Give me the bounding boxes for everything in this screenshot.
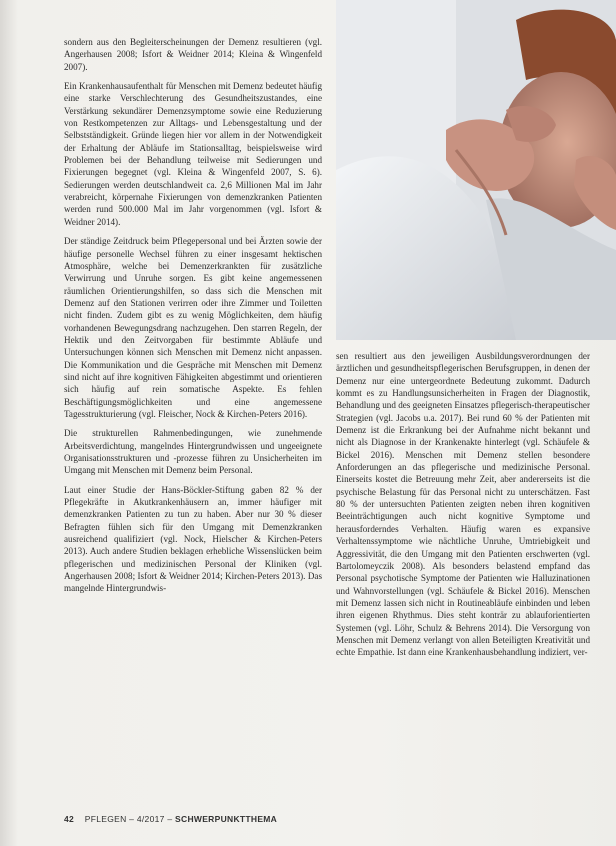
- paragraph: sen resultiert aus den jeweiligen Ausbildungsverordnungen der ärztlichen und gesundheitspflegerischen Berufsgruppen, in denen der Demenz nur eine untergeordnete Bedeutung zukommt. Dadurch kommt es zu Handlungsunsicherheiten in Fragen der Diagnostik, Behandlung und des geeigneten Einsatzes pflegerisch-therapeutischer Strategien (vgl. Jacobs u.a. 2017). Bei rund 60 % der Patienten mit Demenz ist die Erkrankung bei der Aufnahme nicht bekannt und nicht als Diagnose in der Krankenakte hinterlegt (vgl. Schäufele & Bickel 2016). Menschen mit Demenz stellen besondere Anforderungen an das pflegerische und medizinische Personal. Einerseits kostet die Betreuung mehr Zeit, aber andererseits ist die psychische Belastung für das Personal nicht zu unterschätzen. Fast 80 % der untersuchten Patienten zeigten neben ihren kognitiven Beeinträchtigungen auch nicht kognitive Symptome und herausforderndes Verhalten. Häufig waren es expansive Verhaltenssymptome wie nächtliche Unruhe, Umtriebigkeit und Aggressivität, die den Umgang mit den Patienten erschwerten (vgl. Bartolomeyczik 2008). Als besonders belastend empfand das Personal psychotische Symptome der Patienten wie Halluzinationen und Wahnvorstellungen (vgl. Schäufele & Bickel 2016). Menschen mit Demenz lassen sich nicht in Routineabläufe einbinden und leben ihren eigenen Rhythmus. Dies steht konträr zu ablauforientierten Systemen (vgl. Löhr, Schulz & Behrens 2014). Die Versorgung von Menschen mit Demenz verlangt von allen Beteiligten Kreativität und echte Empathie. Ist dann eine Krankenhausbehandlung indiziert, ver-: [336, 351, 590, 658]
- paragraph: Laut einer Studie der Hans-Böckler-Stiftung gaben 82 % der Pflegekräfte in Akutkrankenhäusern an, immer häufiger mit demenzkranken Patienten zu tun zu haben. Aber nur 30 % dieser Befragten fühlen sich für den Umgang mit Demenzkranken ausreichend qualifiziert (vgl. Nock, Hielscher & Kirchen-Peters 2013). Auch andere Studien beklagen erhebliche Wissenslücken beim pflegerischen und medizinischen Personal der Kliniken (vgl. Angerhausen 2008; Isfort & Weidner 2014; Kirchen-Peters 2013). Das mangelnde Hintergrundwis-: [64, 484, 322, 594]
- magazine-issue: PFLEGEN – 4/2017 –: [84, 814, 173, 824]
- page-footer: [64, 814, 364, 824]
- paragraph: Ein Krankenhausaufenthalt für Menschen mit Demenz bedeutet häufig eine starke Verschlechterung des Gesundheitszustandes, eine Verstärkung sekundärer Demenzsymptome sowie eine Reduzierung von Restkompetenzen zur Alltags- und Lebensgestaltung und der Selbstständigkeit. Gründe liegen hier vor allem in der Notwendigkeit der Erhaltung der Abläufe im Stationsalltag, beispielsweise wird Problemen bei der Behandlung teilweise mit Sedierungen und Fixierungen begegnet (vgl. Kleina & Wingenfeld 2007, S. 6). Sedierungen werden deutschlandweit ca. 2,6 Millionen Mal im Jahr verabreicht, körpernahe Fixierungen von demenzkranken Patienten werden rund 500.000 Mal im Jahr vorgenommen (vgl. Isfort & Weidner 2014).: [64, 81, 322, 227]
- photo-person-rubbing-eyes: [336, 0, 616, 340]
- photo-illustration: [336, 0, 616, 340]
- section-name: SCHWERPUNKTTHEMA: [175, 814, 278, 824]
- text-column-right: [336, 350, 590, 666]
- paragraph: Der ständige Zeitdruck beim Pflegepersonal und bei Ärzten sowie der häufige personelle Wechsel führen zu einer insgesamt hektischen Atmosphäre, welche bei Demenzerkrankten für zusätzliche Verwirrung und Unruhe sorgen. Es gibt keine angemessenen räumlichen Orientierungshilfen, so dass sich die Menschen mit Demenz auf den Stationen verirren oder ihre Zimmer und Toiletten nicht finden. Zudem gibt es zu wenig Möglichkeiten, dem häufig vorhandenen Bewegungsdrang nachzugehen. Den starren Regeln, der Hektik und den Zeitvorgaben für bestimmte Abläufe und Untersuchungen können sich Menschen mit Demenz nicht anpassen. Die Kommunikation und die Gespräche mit Menschen mit Demenz sind nicht auf ihre kognitiven Fähigkeiten abgestimmt und orientieren sich häufig auf rein somatische Aspekte. Es fehlen Beschäftigungsmöglichkeiten und eine angemessene Tagesstrukturierung (vgl. Fleischer, Nock & Kirchen-Peters 2016).: [64, 236, 322, 419]
- page-number: 42: [64, 814, 75, 824]
- paragraph: Die strukturellen Rahmenbedingungen, wie zunehmende Arbeitsverdichtung, mangelndes Hintergrundwissen und ungeeignete Organisationsstrukturen und -prozesse führen zu Unsicherheiten im Umgang mit Menschen mit Demenz beim Personal.: [64, 428, 322, 476]
- text-column-left: [64, 36, 322, 602]
- paragraph: sondern aus den Begleiterscheinungen der Demenz resultieren (vgl. Angerhausen 2008; Isfort & Weidner 2014; Kleina & Wingenfeld 2007).: [64, 37, 322, 72]
